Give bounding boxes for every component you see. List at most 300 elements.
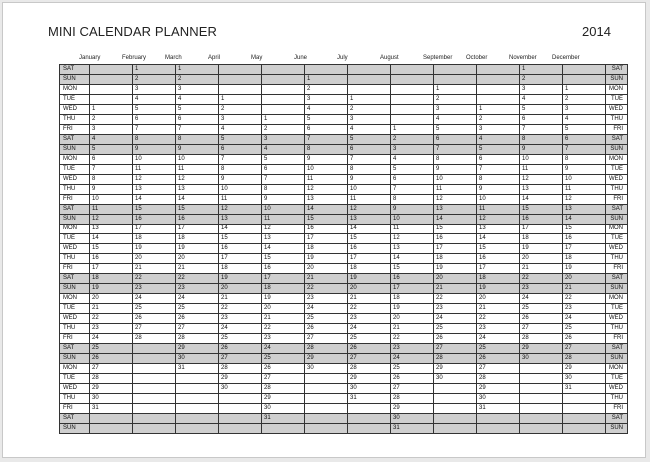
day-cell-february: 11 — [133, 164, 176, 174]
day-cell-november — [520, 423, 563, 433]
day-cell-october: 26 — [477, 354, 520, 364]
day-cell-february: 25 — [133, 304, 176, 314]
day-cell-december: 6 — [563, 134, 606, 144]
day-cell-july — [348, 74, 391, 84]
calendar-row — [60, 334, 628, 344]
day-cell-july: 9 — [348, 174, 391, 184]
day-cell-january: 7 — [90, 164, 133, 174]
weekday-label-left: SUN — [60, 74, 90, 84]
page-title: MINI CALENDAR PLANNER — [48, 24, 217, 39]
day-cell-december: 30 — [563, 374, 606, 384]
day-cell-october: 14 — [477, 234, 520, 244]
calendar-row — [60, 403, 628, 413]
day-cell-september: 26 — [434, 334, 477, 344]
day-cell-october: 13 — [477, 224, 520, 234]
calendar-row — [60, 214, 628, 224]
day-cell-march: 23 — [176, 284, 219, 294]
day-cell-may: 17 — [262, 274, 305, 284]
day-cell-november — [520, 413, 563, 423]
day-cell-february — [133, 354, 176, 364]
day-cell-march: 24 — [176, 294, 219, 304]
day-cell-april: 8 — [219, 164, 262, 174]
day-cell-december: 3 — [563, 104, 606, 114]
weekday-label-left: WED — [60, 104, 90, 114]
calendar-row — [60, 374, 628, 384]
weekday-label-left: MON — [60, 154, 90, 164]
day-cell-april: 21 — [219, 294, 262, 304]
calendar-row — [60, 264, 628, 274]
day-cell-january: 11 — [90, 204, 133, 214]
calendar-row — [60, 413, 628, 423]
day-cell-july: 16 — [348, 244, 391, 254]
day-cell-january: 8 — [90, 174, 133, 184]
day-cell-march: 25 — [176, 304, 219, 314]
day-cell-may: 28 — [262, 384, 305, 394]
day-cell-august: 28 — [391, 393, 434, 403]
day-cell-march: 21 — [176, 264, 219, 274]
weekday-label-left: SUN — [60, 423, 90, 433]
day-cell-september: 8 — [434, 154, 477, 164]
day-cell-april — [219, 403, 262, 413]
day-cell-july: 12 — [348, 204, 391, 214]
day-cell-october — [477, 65, 520, 75]
day-cell-june: 10 — [305, 164, 348, 174]
weekday-label-left: WED — [60, 314, 90, 324]
day-cell-june: 5 — [305, 114, 348, 124]
day-cell-august: 1 — [391, 124, 434, 134]
day-cell-february: 26 — [133, 314, 176, 324]
day-cell-september: 6 — [434, 134, 477, 144]
day-cell-july: 7 — [348, 154, 391, 164]
day-cell-april: 28 — [219, 364, 262, 374]
day-cell-march: 6 — [176, 114, 219, 124]
day-cell-december: 21 — [563, 284, 606, 294]
day-cell-may: 29 — [262, 393, 305, 403]
day-cell-january: 18 — [90, 274, 133, 284]
weekday-label-left: FRI — [60, 194, 90, 204]
day-cell-october: 31 — [477, 403, 520, 413]
day-cell-march: 30 — [176, 354, 219, 364]
day-cell-may: 21 — [262, 314, 305, 324]
day-cell-april: 27 — [219, 354, 262, 364]
day-cell-july: 22 — [348, 304, 391, 314]
day-cell-october: 15 — [477, 244, 520, 254]
day-cell-january: 19 — [90, 284, 133, 294]
day-cell-august: 22 — [391, 334, 434, 344]
day-cell-july: 8 — [348, 164, 391, 174]
weekday-label-left: SUN — [60, 354, 90, 364]
day-cell-november: 22 — [520, 274, 563, 284]
day-cell-november: 8 — [520, 134, 563, 144]
day-cell-january — [90, 65, 133, 75]
day-cell-january: 20 — [90, 294, 133, 304]
day-cell-august — [391, 94, 434, 104]
calendar-row — [60, 164, 628, 174]
day-cell-march — [176, 413, 219, 423]
day-cell-april: 10 — [219, 184, 262, 194]
day-cell-september — [434, 384, 477, 394]
day-cell-june: 6 — [305, 124, 348, 134]
day-cell-may — [262, 74, 305, 84]
day-cell-february: 22 — [133, 274, 176, 284]
day-cell-february: 6 — [133, 114, 176, 124]
day-cell-july: 20 — [348, 284, 391, 294]
day-cell-july — [348, 413, 391, 423]
day-cell-november: 13 — [520, 184, 563, 194]
day-cell-june: 27 — [305, 334, 348, 344]
day-cell-march: 11 — [176, 164, 219, 174]
day-cell-november — [520, 364, 563, 374]
day-cell-october: 9 — [477, 184, 520, 194]
day-cell-august: 7 — [391, 184, 434, 194]
day-cell-october — [477, 94, 520, 104]
day-cell-september: 29 — [434, 364, 477, 374]
day-cell-august: 14 — [391, 254, 434, 264]
day-cell-february: 3 — [133, 84, 176, 94]
day-cell-march: 13 — [176, 184, 219, 194]
calendar-row — [60, 294, 628, 304]
day-cell-june: 17 — [305, 234, 348, 244]
day-cell-december: 22 — [563, 294, 606, 304]
day-cell-august: 25 — [391, 364, 434, 374]
weekday-label-left: MON — [60, 294, 90, 304]
day-cell-june: 14 — [305, 204, 348, 214]
weekday-label-right: SAT — [606, 65, 628, 75]
day-cell-june: 29 — [305, 354, 348, 364]
day-cell-september: 1 — [434, 84, 477, 94]
day-cell-february: 16 — [133, 214, 176, 224]
weekday-label-right: SUN — [606, 144, 628, 154]
day-cell-march: 12 — [176, 174, 219, 184]
day-cell-november — [520, 393, 563, 403]
day-cell-october — [477, 84, 520, 94]
day-cell-january: 2 — [90, 114, 133, 124]
day-cell-september: 7 — [434, 144, 477, 154]
day-cell-july: 13 — [348, 214, 391, 224]
day-cell-may: 6 — [262, 164, 305, 174]
day-cell-august: 12 — [391, 234, 434, 244]
day-cell-july: 23 — [348, 314, 391, 324]
day-cell-february: 2 — [133, 74, 176, 84]
day-cell-february — [133, 344, 176, 354]
day-cell-december — [563, 423, 606, 433]
day-cell-february: 4 — [133, 94, 176, 104]
day-cell-november: 12 — [520, 174, 563, 184]
day-cell-december: 14 — [563, 214, 606, 224]
month-header-december: December — [552, 55, 580, 61]
day-cell-march: 18 — [176, 234, 219, 244]
day-cell-march: 15 — [176, 204, 219, 214]
day-cell-november: 20 — [520, 254, 563, 264]
weekday-label-right: TUE — [606, 304, 628, 314]
weekday-label-left: TUE — [60, 94, 90, 104]
day-cell-august: 29 — [391, 403, 434, 413]
day-cell-december: 24 — [563, 314, 606, 324]
weekday-label-right: WED — [606, 384, 628, 394]
day-cell-august: 18 — [391, 294, 434, 304]
day-cell-january: 14 — [90, 234, 133, 244]
day-cell-december: 7 — [563, 144, 606, 154]
weekday-label-right: MON — [606, 294, 628, 304]
day-cell-september: 17 — [434, 244, 477, 254]
day-cell-may — [262, 423, 305, 433]
day-cell-december: 31 — [563, 384, 606, 394]
day-cell-march: 16 — [176, 214, 219, 224]
day-cell-june: 28 — [305, 344, 348, 354]
day-cell-october: 20 — [477, 294, 520, 304]
day-cell-september: 24 — [434, 314, 477, 324]
day-cell-june: 4 — [305, 104, 348, 114]
day-cell-june: 8 — [305, 144, 348, 154]
day-cell-october: 21 — [477, 304, 520, 314]
weekday-label-left: FRI — [60, 124, 90, 134]
weekday-label-left: SAT — [60, 65, 90, 75]
day-cell-may: 5 — [262, 154, 305, 164]
day-cell-november: 16 — [520, 214, 563, 224]
day-cell-march: 5 — [176, 104, 219, 114]
day-cell-january — [90, 84, 133, 94]
day-cell-may: 7 — [262, 174, 305, 184]
day-cell-december: 10 — [563, 174, 606, 184]
weekday-label-right: WED — [606, 314, 628, 324]
calendar-row — [60, 244, 628, 254]
day-cell-november: 29 — [520, 344, 563, 354]
day-cell-january: 31 — [90, 403, 133, 413]
day-cell-august: 26 — [391, 374, 434, 384]
day-cell-february: 21 — [133, 264, 176, 274]
day-cell-september: 22 — [434, 294, 477, 304]
day-cell-july: 17 — [348, 254, 391, 264]
day-cell-february — [133, 364, 176, 374]
day-cell-march: 8 — [176, 134, 219, 144]
weekday-label-left: SUN — [60, 214, 90, 224]
day-cell-december: 2 — [563, 94, 606, 104]
day-cell-november: 9 — [520, 144, 563, 154]
day-cell-october: 29 — [477, 384, 520, 394]
day-cell-september: 12 — [434, 194, 477, 204]
month-header-may: May — [251, 55, 263, 61]
day-cell-april: 12 — [219, 204, 262, 214]
day-cell-july: 27 — [348, 354, 391, 364]
day-cell-october: 17 — [477, 264, 520, 274]
weekday-label-right: FRI — [606, 334, 628, 344]
day-cell-may — [262, 104, 305, 114]
day-cell-august: 2 — [391, 134, 434, 144]
day-cell-april: 19 — [219, 274, 262, 284]
day-cell-july: 3 — [348, 114, 391, 124]
day-cell-december: 1 — [563, 84, 606, 94]
day-cell-october: 19 — [477, 284, 520, 294]
day-cell-december — [563, 65, 606, 75]
day-cell-may: 8 — [262, 184, 305, 194]
day-cell-december: 25 — [563, 324, 606, 334]
day-cell-april: 23 — [219, 314, 262, 324]
day-cell-december: 26 — [563, 334, 606, 344]
day-cell-april: 2 — [219, 104, 262, 114]
day-cell-november: 28 — [520, 334, 563, 344]
day-cell-november: 14 — [520, 194, 563, 204]
day-cell-june — [305, 403, 348, 413]
day-cell-may — [262, 84, 305, 94]
day-cell-december: 12 — [563, 194, 606, 204]
day-cell-july: 28 — [348, 364, 391, 374]
day-cell-may: 16 — [262, 264, 305, 274]
day-cell-october: 25 — [477, 344, 520, 354]
day-cell-july: 4 — [348, 124, 391, 134]
calendar-row — [60, 74, 628, 84]
day-cell-february — [133, 423, 176, 433]
day-cell-september — [434, 403, 477, 413]
day-cell-may: 19 — [262, 294, 305, 304]
day-cell-september: 18 — [434, 254, 477, 264]
day-cell-january: 17 — [90, 264, 133, 274]
day-cell-january: 9 — [90, 184, 133, 194]
day-cell-march: 3 — [176, 84, 219, 94]
day-cell-march: 27 — [176, 324, 219, 334]
calendar-row — [60, 384, 628, 394]
weekday-label-left: SAT — [60, 274, 90, 284]
calendar-grid — [59, 64, 628, 434]
day-cell-december: 13 — [563, 204, 606, 214]
day-cell-october: 10 — [477, 194, 520, 204]
day-cell-december: 28 — [563, 354, 606, 364]
weekday-label-left: MON — [60, 84, 90, 94]
weekday-label-left: WED — [60, 244, 90, 254]
day-cell-june — [305, 413, 348, 423]
day-cell-june: 30 — [305, 364, 348, 374]
day-cell-august: 6 — [391, 174, 434, 184]
day-cell-january: 12 — [90, 214, 133, 224]
day-cell-may: 22 — [262, 324, 305, 334]
day-cell-august: 9 — [391, 204, 434, 214]
day-cell-june: 9 — [305, 154, 348, 164]
day-cell-february — [133, 393, 176, 403]
day-cell-november: 10 — [520, 154, 563, 164]
day-cell-october: 24 — [477, 334, 520, 344]
day-cell-may: 26 — [262, 364, 305, 374]
calendar-row — [60, 154, 628, 164]
weekday-label-right: MON — [606, 154, 628, 164]
day-cell-july: 21 — [348, 294, 391, 304]
day-cell-october: 23 — [477, 324, 520, 334]
day-cell-june — [305, 393, 348, 403]
day-cell-november: 24 — [520, 294, 563, 304]
day-cell-february: 23 — [133, 284, 176, 294]
weekday-label-right: WED — [606, 244, 628, 254]
day-cell-october: 1 — [477, 104, 520, 114]
day-cell-april: 6 — [219, 144, 262, 154]
day-cell-february: 10 — [133, 154, 176, 164]
weekday-label-right: SUN — [606, 214, 628, 224]
day-cell-march — [176, 393, 219, 403]
day-cell-may: 3 — [262, 134, 305, 144]
day-cell-october: 8 — [477, 174, 520, 184]
day-cell-january: 27 — [90, 364, 133, 374]
weekday-label-left: MON — [60, 364, 90, 374]
day-cell-march: 9 — [176, 144, 219, 154]
day-cell-april: 18 — [219, 264, 262, 274]
day-cell-march — [176, 374, 219, 384]
day-cell-march — [176, 384, 219, 394]
day-cell-march: 1 — [176, 65, 219, 75]
day-cell-february: 13 — [133, 184, 176, 194]
day-cell-may: 18 — [262, 284, 305, 294]
day-cell-march: 22 — [176, 274, 219, 284]
weekday-label-left: SAT — [60, 344, 90, 354]
day-cell-august: 31 — [391, 423, 434, 433]
day-cell-may: 24 — [262, 344, 305, 354]
day-cell-october: 18 — [477, 274, 520, 284]
day-cell-march — [176, 423, 219, 433]
day-cell-january: 15 — [90, 244, 133, 254]
day-cell-august — [391, 65, 434, 75]
day-cell-october: 22 — [477, 314, 520, 324]
weekday-label-left: SUN — [60, 144, 90, 154]
day-cell-july: 5 — [348, 134, 391, 144]
weekday-label-right: THU — [606, 393, 628, 403]
month-header-october: October — [466, 55, 488, 61]
day-cell-february: 24 — [133, 294, 176, 304]
day-cell-june: 19 — [305, 254, 348, 264]
weekday-label-right: THU — [606, 114, 628, 124]
day-cell-january: 22 — [90, 314, 133, 324]
day-cell-august: 11 — [391, 224, 434, 234]
month-header-february: February — [122, 55, 147, 61]
day-cell-january: 16 — [90, 254, 133, 264]
day-cell-september — [434, 423, 477, 433]
day-cell-december: 9 — [563, 164, 606, 174]
day-cell-august: 8 — [391, 194, 434, 204]
day-cell-september: 11 — [434, 184, 477, 194]
day-cell-april: 4 — [219, 124, 262, 134]
day-cell-july: 25 — [348, 334, 391, 344]
day-cell-april: 22 — [219, 304, 262, 314]
day-cell-february — [133, 374, 176, 384]
calendar-row — [60, 94, 628, 104]
calendar-row — [60, 304, 628, 314]
weekday-label-right: TUE — [606, 234, 628, 244]
day-cell-may: 1 — [262, 114, 305, 124]
weekday-label-left: SAT — [60, 134, 90, 144]
day-cell-january — [90, 94, 133, 104]
day-cell-december — [563, 74, 606, 84]
day-cell-november: 5 — [520, 104, 563, 114]
weekday-label-left: TUE — [60, 374, 90, 384]
year-label: 2014 — [582, 24, 611, 39]
day-cell-may — [262, 94, 305, 104]
day-cell-february: 15 — [133, 204, 176, 214]
day-cell-august — [391, 114, 434, 124]
day-cell-september: 9 — [434, 164, 477, 174]
day-cell-april: 16 — [219, 244, 262, 254]
day-cell-august — [391, 84, 434, 94]
day-cell-january: 5 — [90, 144, 133, 154]
day-cell-march: 31 — [176, 364, 219, 374]
day-cell-june: 24 — [305, 304, 348, 314]
day-cell-january: 10 — [90, 194, 133, 204]
weekday-label-left: SAT — [60, 204, 90, 214]
day-cell-february: 27 — [133, 324, 176, 334]
day-cell-april — [219, 393, 262, 403]
day-cell-july: 6 — [348, 144, 391, 154]
day-cell-june: 26 — [305, 324, 348, 334]
day-cell-july: 15 — [348, 234, 391, 244]
calendar-row — [60, 254, 628, 264]
day-cell-october — [477, 423, 520, 433]
day-cell-march: 14 — [176, 194, 219, 204]
day-cell-october: 5 — [477, 144, 520, 154]
day-cell-september: 19 — [434, 264, 477, 274]
